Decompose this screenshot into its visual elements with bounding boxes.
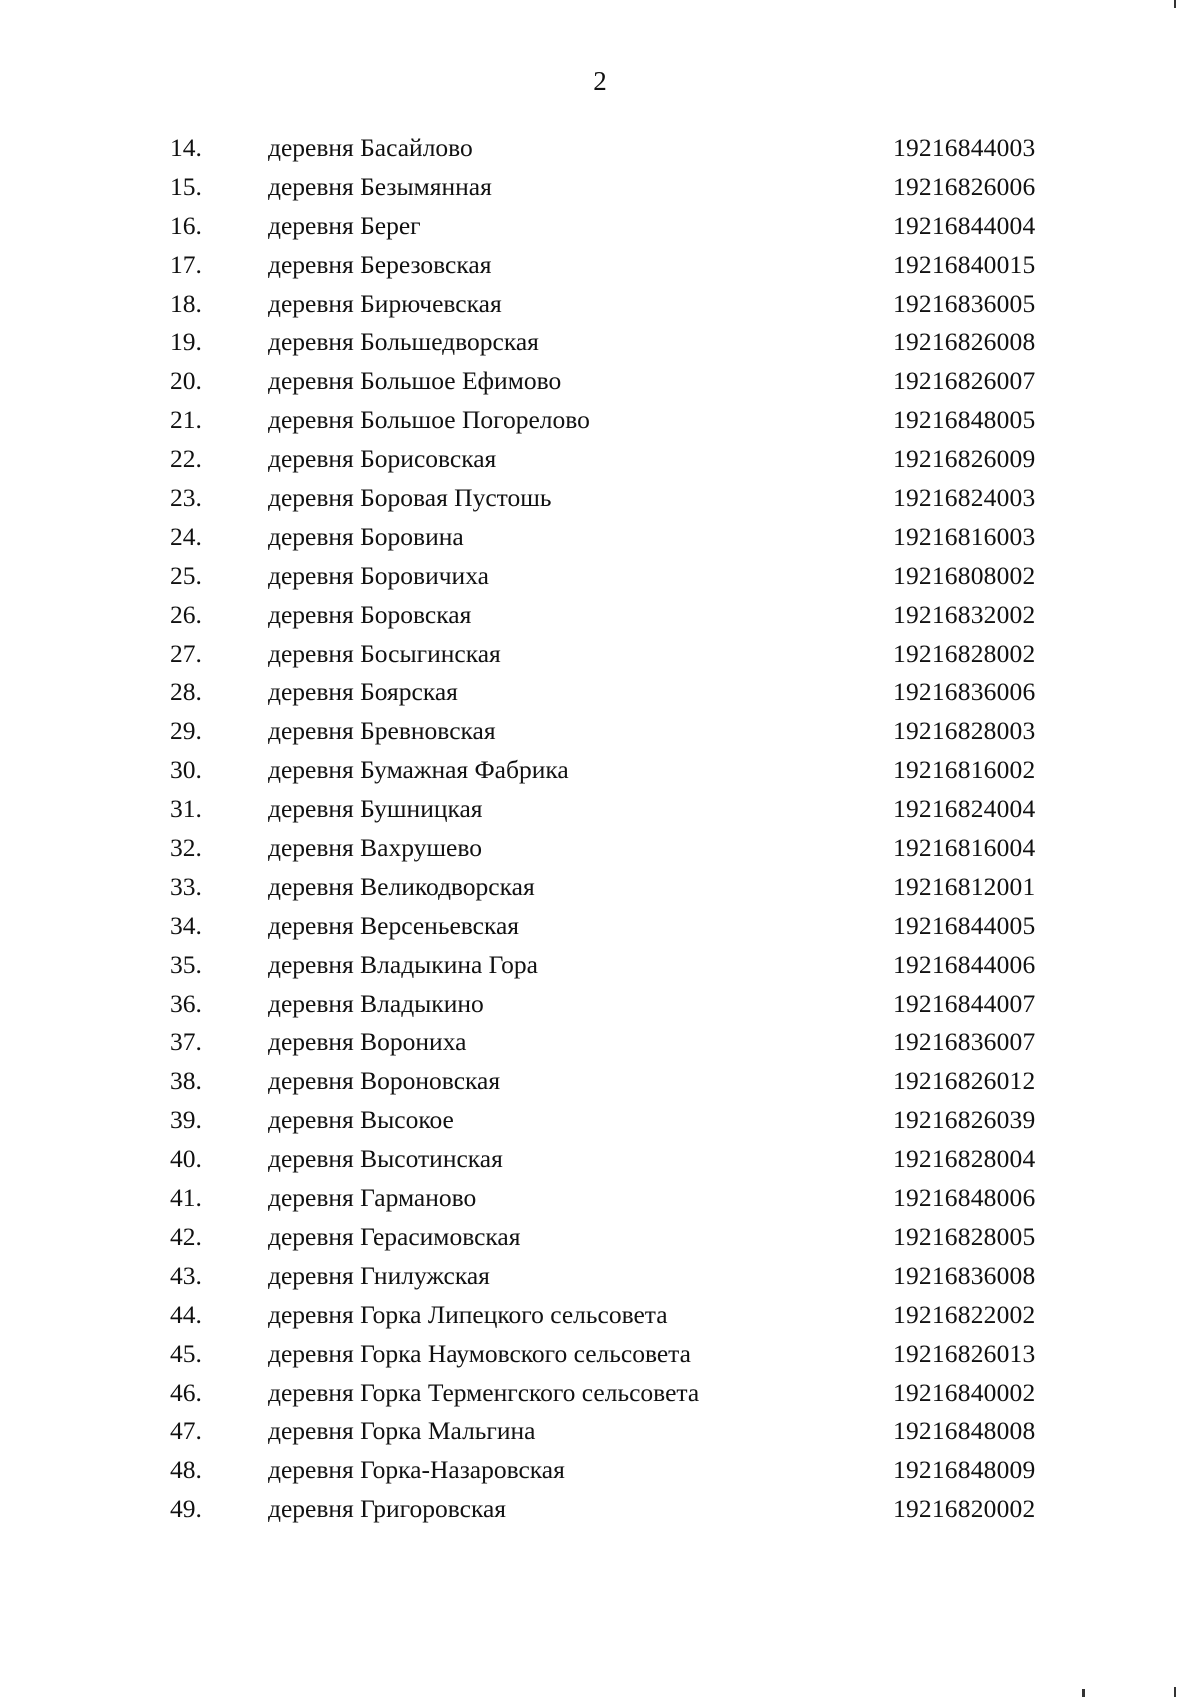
settlement-name: деревня Бирючевская <box>268 288 502 318</box>
settlement-name: деревня Боровская <box>268 599 472 629</box>
item-number: 36. <box>170 988 202 1018</box>
settlement-name: деревня Герасимовская <box>268 1221 521 1251</box>
settlement-name: деревня Большое Погорелово <box>268 405 590 435</box>
item-number: 27. <box>170 638 202 668</box>
settlement-name: деревня Владыкино <box>268 988 484 1018</box>
okato-code: 19216826012 <box>893 1066 1036 1096</box>
list-item <box>0 483 1200 522</box>
settlement-name: деревня Высокое <box>268 1105 454 1135</box>
okato-code: 19216848006 <box>893 1183 1036 1213</box>
item-number: 49. <box>170 1494 202 1524</box>
item-number: 22. <box>170 444 202 474</box>
list-item <box>0 1027 1200 1066</box>
item-number: 43. <box>170 1260 202 1290</box>
okato-code: 19216824003 <box>893 483 1036 513</box>
settlement-name: деревня Горка-Назаровская <box>268 1455 565 1485</box>
item-number: 39. <box>170 1105 202 1135</box>
list-item <box>0 600 1200 639</box>
item-number: 15. <box>170 171 202 201</box>
list-item <box>0 1144 1200 1183</box>
item-number: 33. <box>170 871 202 901</box>
okato-code: 19216844004 <box>893 210 1036 240</box>
settlement-name: деревня Ворониха <box>268 1027 467 1057</box>
okato-code: 19216826013 <box>893 1338 1036 1368</box>
okato-code: 19216828004 <box>893 1144 1036 1174</box>
scan-artifact-mark <box>1174 1687 1176 1697</box>
okato-code: 19216836008 <box>893 1260 1036 1290</box>
list-item <box>0 989 1200 1028</box>
item-number: 34. <box>170 910 202 940</box>
settlement-name: деревня Горка Липецкого сельсовета <box>268 1299 668 1329</box>
list-item <box>0 1183 1200 1222</box>
okato-code: 19216836006 <box>893 677 1036 707</box>
item-number: 18. <box>170 288 202 318</box>
item-number: 35. <box>170 949 202 979</box>
list-item <box>0 172 1200 211</box>
list-item <box>0 1105 1200 1144</box>
settlement-name: деревня Берег <box>268 210 421 240</box>
okato-code: 19216832002 <box>893 599 1036 629</box>
list-item <box>0 1261 1200 1300</box>
settlement-name: деревня Гарманово <box>268 1183 477 1213</box>
settlement-name: деревня Большое Ефимово <box>268 366 562 396</box>
list-item <box>0 639 1200 678</box>
list-item <box>0 1222 1200 1261</box>
settlement-name: деревня Григоровская <box>268 1494 507 1524</box>
list-item <box>0 1300 1200 1339</box>
okato-code: 19216826007 <box>893 366 1036 396</box>
okato-code: 19216822002 <box>893 1299 1036 1329</box>
item-number: 32. <box>170 833 202 863</box>
item-number: 47. <box>170 1416 202 1446</box>
list-item <box>0 755 1200 794</box>
okato-code: 19216826006 <box>893 171 1036 201</box>
okato-code: 19216820002 <box>893 1494 1036 1524</box>
item-number: 17. <box>170 249 202 279</box>
list-item <box>0 133 1200 172</box>
list-item <box>0 872 1200 911</box>
okato-code: 19216826008 <box>893 327 1036 357</box>
item-number: 31. <box>170 794 202 824</box>
item-number: 28. <box>170 677 202 707</box>
item-number: 20. <box>170 366 202 396</box>
okato-code: 19216848008 <box>893 1416 1036 1446</box>
settlement-name: деревня Боровичиха <box>268 560 489 590</box>
settlement-name: деревня Боярская <box>268 677 458 707</box>
okato-code: 19216828002 <box>893 638 1036 668</box>
list-item <box>0 911 1200 950</box>
list-item <box>0 1339 1200 1378</box>
okato-code: 19216826009 <box>893 444 1036 474</box>
list-item <box>0 1378 1200 1417</box>
list-item <box>0 561 1200 600</box>
settlement-name: деревня Великодворская <box>268 871 535 901</box>
settlement-name: деревня Горка Мальгина <box>268 1416 536 1446</box>
okato-code: 19216844005 <box>893 910 1036 940</box>
okato-code: 19216812001 <box>893 871 1036 901</box>
okato-code: 19216844003 <box>893 133 1036 162</box>
okato-code: 19216828005 <box>893 1221 1036 1251</box>
scan-artifact-mark <box>1174 0 1176 8</box>
page-number: 2 <box>593 66 607 96</box>
list-item <box>0 1494 1200 1533</box>
okato-code: 19216848005 <box>893 405 1036 435</box>
item-number: 19. <box>170 327 202 357</box>
settlement-name: деревня Бушницкая <box>268 794 483 824</box>
okato-code: 19216844007 <box>893 988 1036 1018</box>
okato-code: 19216816003 <box>893 521 1036 551</box>
list-item <box>0 950 1200 989</box>
item-number: 21. <box>170 405 202 435</box>
okato-code: 19216808002 <box>893 560 1036 590</box>
okato-code: 19216836007 <box>893 1027 1036 1057</box>
settlement-name: деревня Большедворская <box>268 327 539 357</box>
list-item <box>0 794 1200 833</box>
settlement-name: деревня Борисовская <box>268 444 497 474</box>
item-number: 14. <box>170 133 202 162</box>
list-item <box>0 1455 1200 1494</box>
settlement-name: деревня Бревновская <box>268 716 496 746</box>
item-number: 37. <box>170 1027 202 1057</box>
okato-code: 19216816002 <box>893 755 1036 785</box>
settlement-list <box>0 133 1200 1533</box>
item-number: 46. <box>170 1377 202 1407</box>
settlement-name: деревня Бумажная Фабрика <box>268 755 569 785</box>
item-number: 48. <box>170 1455 202 1485</box>
item-number: 38. <box>170 1066 202 1096</box>
list-item <box>0 250 1200 289</box>
okato-code: 19216840002 <box>893 1377 1036 1407</box>
list-item <box>0 211 1200 250</box>
settlement-name: деревня Версеньевская <box>268 910 520 940</box>
settlement-name: деревня Владыкина Гора <box>268 949 539 979</box>
settlement-name: деревня Вахрушево <box>268 833 482 863</box>
item-number: 26. <box>170 599 202 629</box>
item-number: 40. <box>170 1144 202 1174</box>
item-number: 23. <box>170 483 202 513</box>
item-number: 16. <box>170 210 202 240</box>
list-item <box>0 1066 1200 1105</box>
okato-code: 19216840015 <box>893 249 1036 279</box>
item-number: 29. <box>170 716 202 746</box>
settlement-name: деревня Боровина <box>268 521 464 551</box>
list-item <box>0 522 1200 561</box>
list-item <box>0 405 1200 444</box>
settlement-name: деревня Горка Наумовского сельсовета <box>268 1338 691 1368</box>
settlement-name: деревня Басайлово <box>268 133 473 162</box>
settlement-name: деревня Вороновская <box>268 1066 501 1096</box>
list-item <box>0 833 1200 872</box>
item-number: 24. <box>170 521 202 551</box>
okato-code: 19216836005 <box>893 288 1036 318</box>
settlement-name: деревня Горка Терменгского сельсовета <box>268 1377 700 1407</box>
item-number: 45. <box>170 1338 202 1368</box>
okato-code: 19216844006 <box>893 949 1036 979</box>
okato-code: 19216816004 <box>893 833 1036 863</box>
item-number: 25. <box>170 560 202 590</box>
list-item <box>0 366 1200 405</box>
settlement-name: деревня Гнилужская <box>268 1260 490 1290</box>
item-number: 30. <box>170 755 202 785</box>
list-item <box>0 289 1200 328</box>
okato-code: 19216826039 <box>893 1105 1036 1135</box>
list-item <box>0 716 1200 755</box>
item-number: 41. <box>170 1183 202 1213</box>
item-number: 42. <box>170 1221 202 1251</box>
settlement-name: деревня Безымянная <box>268 171 492 201</box>
scan-artifact-mark <box>1082 1689 1085 1697</box>
settlement-name: деревня Боровая Пустошь <box>268 483 552 513</box>
okato-code: 19216824004 <box>893 794 1036 824</box>
list-item <box>0 677 1200 716</box>
list-item <box>0 444 1200 483</box>
list-item <box>0 1416 1200 1455</box>
settlement-name: деревня Высотинская <box>268 1144 503 1174</box>
okato-code: 19216828003 <box>893 716 1036 746</box>
settlement-name: деревня Березовская <box>268 249 492 279</box>
item-number: 44. <box>170 1299 202 1329</box>
okato-code: 19216848009 <box>893 1455 1036 1485</box>
list-item <box>0 327 1200 366</box>
settlement-name: деревня Босыгинская <box>268 638 501 668</box>
